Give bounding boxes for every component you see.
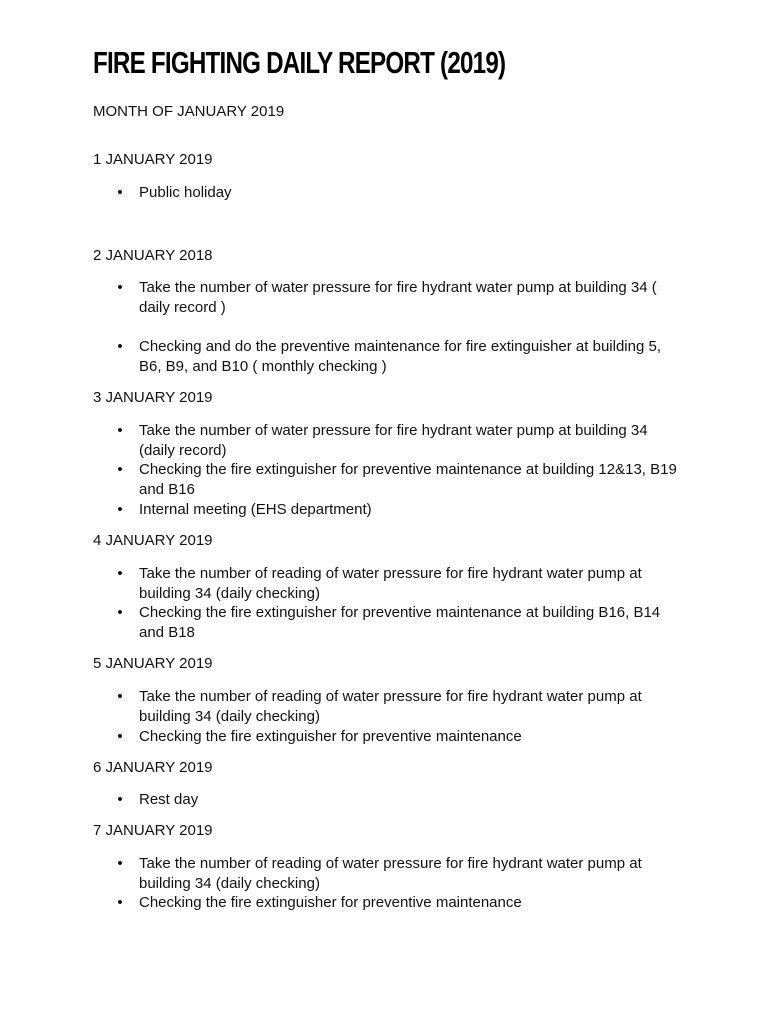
list-item: Take the number of reading of water pressure for fire hydrant water pump at building 34 (daily checking) [139, 855, 642, 892]
list-item: Take the number of water pressure for fire hydrant water pump at building 34 ( daily record ) [139, 279, 657, 316]
list-item: Checking the fire extinguisher for preventive maintenance [139, 728, 522, 745]
day-heading: 6 JANUARY 2019 [93, 759, 213, 776]
bullet-icon: • [117, 894, 123, 911]
list-item: Checking and do the preventive maintenance for fire extinguisher at building 5, B6, B9, and B10 ( monthly checking ) [139, 338, 661, 375]
bullet-icon: • [117, 604, 123, 621]
bullet-icon: • [117, 184, 123, 201]
day-heading: 4 JANUARY 2019 [93, 532, 213, 549]
bullet-icon: • [117, 338, 123, 355]
list-item: Checking the fire extinguisher for preventive maintenance [139, 894, 522, 911]
bullet-icon: • [117, 565, 123, 582]
bullet-icon: • [117, 501, 123, 518]
document-subtitle: MONTH OF JANUARY 2019 [93, 103, 285, 120]
list-item: Checking the fire extinguisher for preventive maintenance at building 12&13, B19 and B16 [139, 461, 677, 498]
day-heading: 2 JANUARY 2018 [93, 247, 213, 264]
bullet-icon: • [117, 422, 123, 439]
list-item: Public holiday [139, 184, 232, 201]
list-item: Take the number of reading of water pressure for fire hydrant water pump at building 34 (daily checking) [139, 565, 642, 602]
day-heading: 5 JANUARY 2019 [93, 655, 213, 672]
list-item: Take the number of water pressure for fire hydrant water pump at building 34 (daily record) [139, 422, 648, 459]
bullet-icon: • [117, 728, 123, 745]
list-item: Internal meeting (EHS department) [139, 501, 372, 518]
bullet-icon: • [117, 279, 123, 296]
list-item: Checking the fire extinguisher for preventive maintenance at building B16, B14 and B18 [139, 604, 661, 641]
day-heading: 1 JANUARY 2019 [93, 151, 213, 168]
day-heading: 7 JANUARY 2019 [93, 822, 213, 839]
document-title: FIRE FIGHTING DAILY REPORT (2019) [93, 45, 506, 80]
bullet-icon: • [117, 791, 123, 808]
list-item: Take the number of reading of water pressure for fire hydrant water pump at building 34 (daily checking) [139, 688, 642, 725]
bullet-icon: • [117, 688, 123, 705]
day-heading: 3 JANUARY 2019 [93, 389, 213, 406]
list-item: Rest day [139, 791, 199, 808]
bullet-icon: • [117, 461, 123, 478]
bullet-icon: • [117, 855, 123, 872]
